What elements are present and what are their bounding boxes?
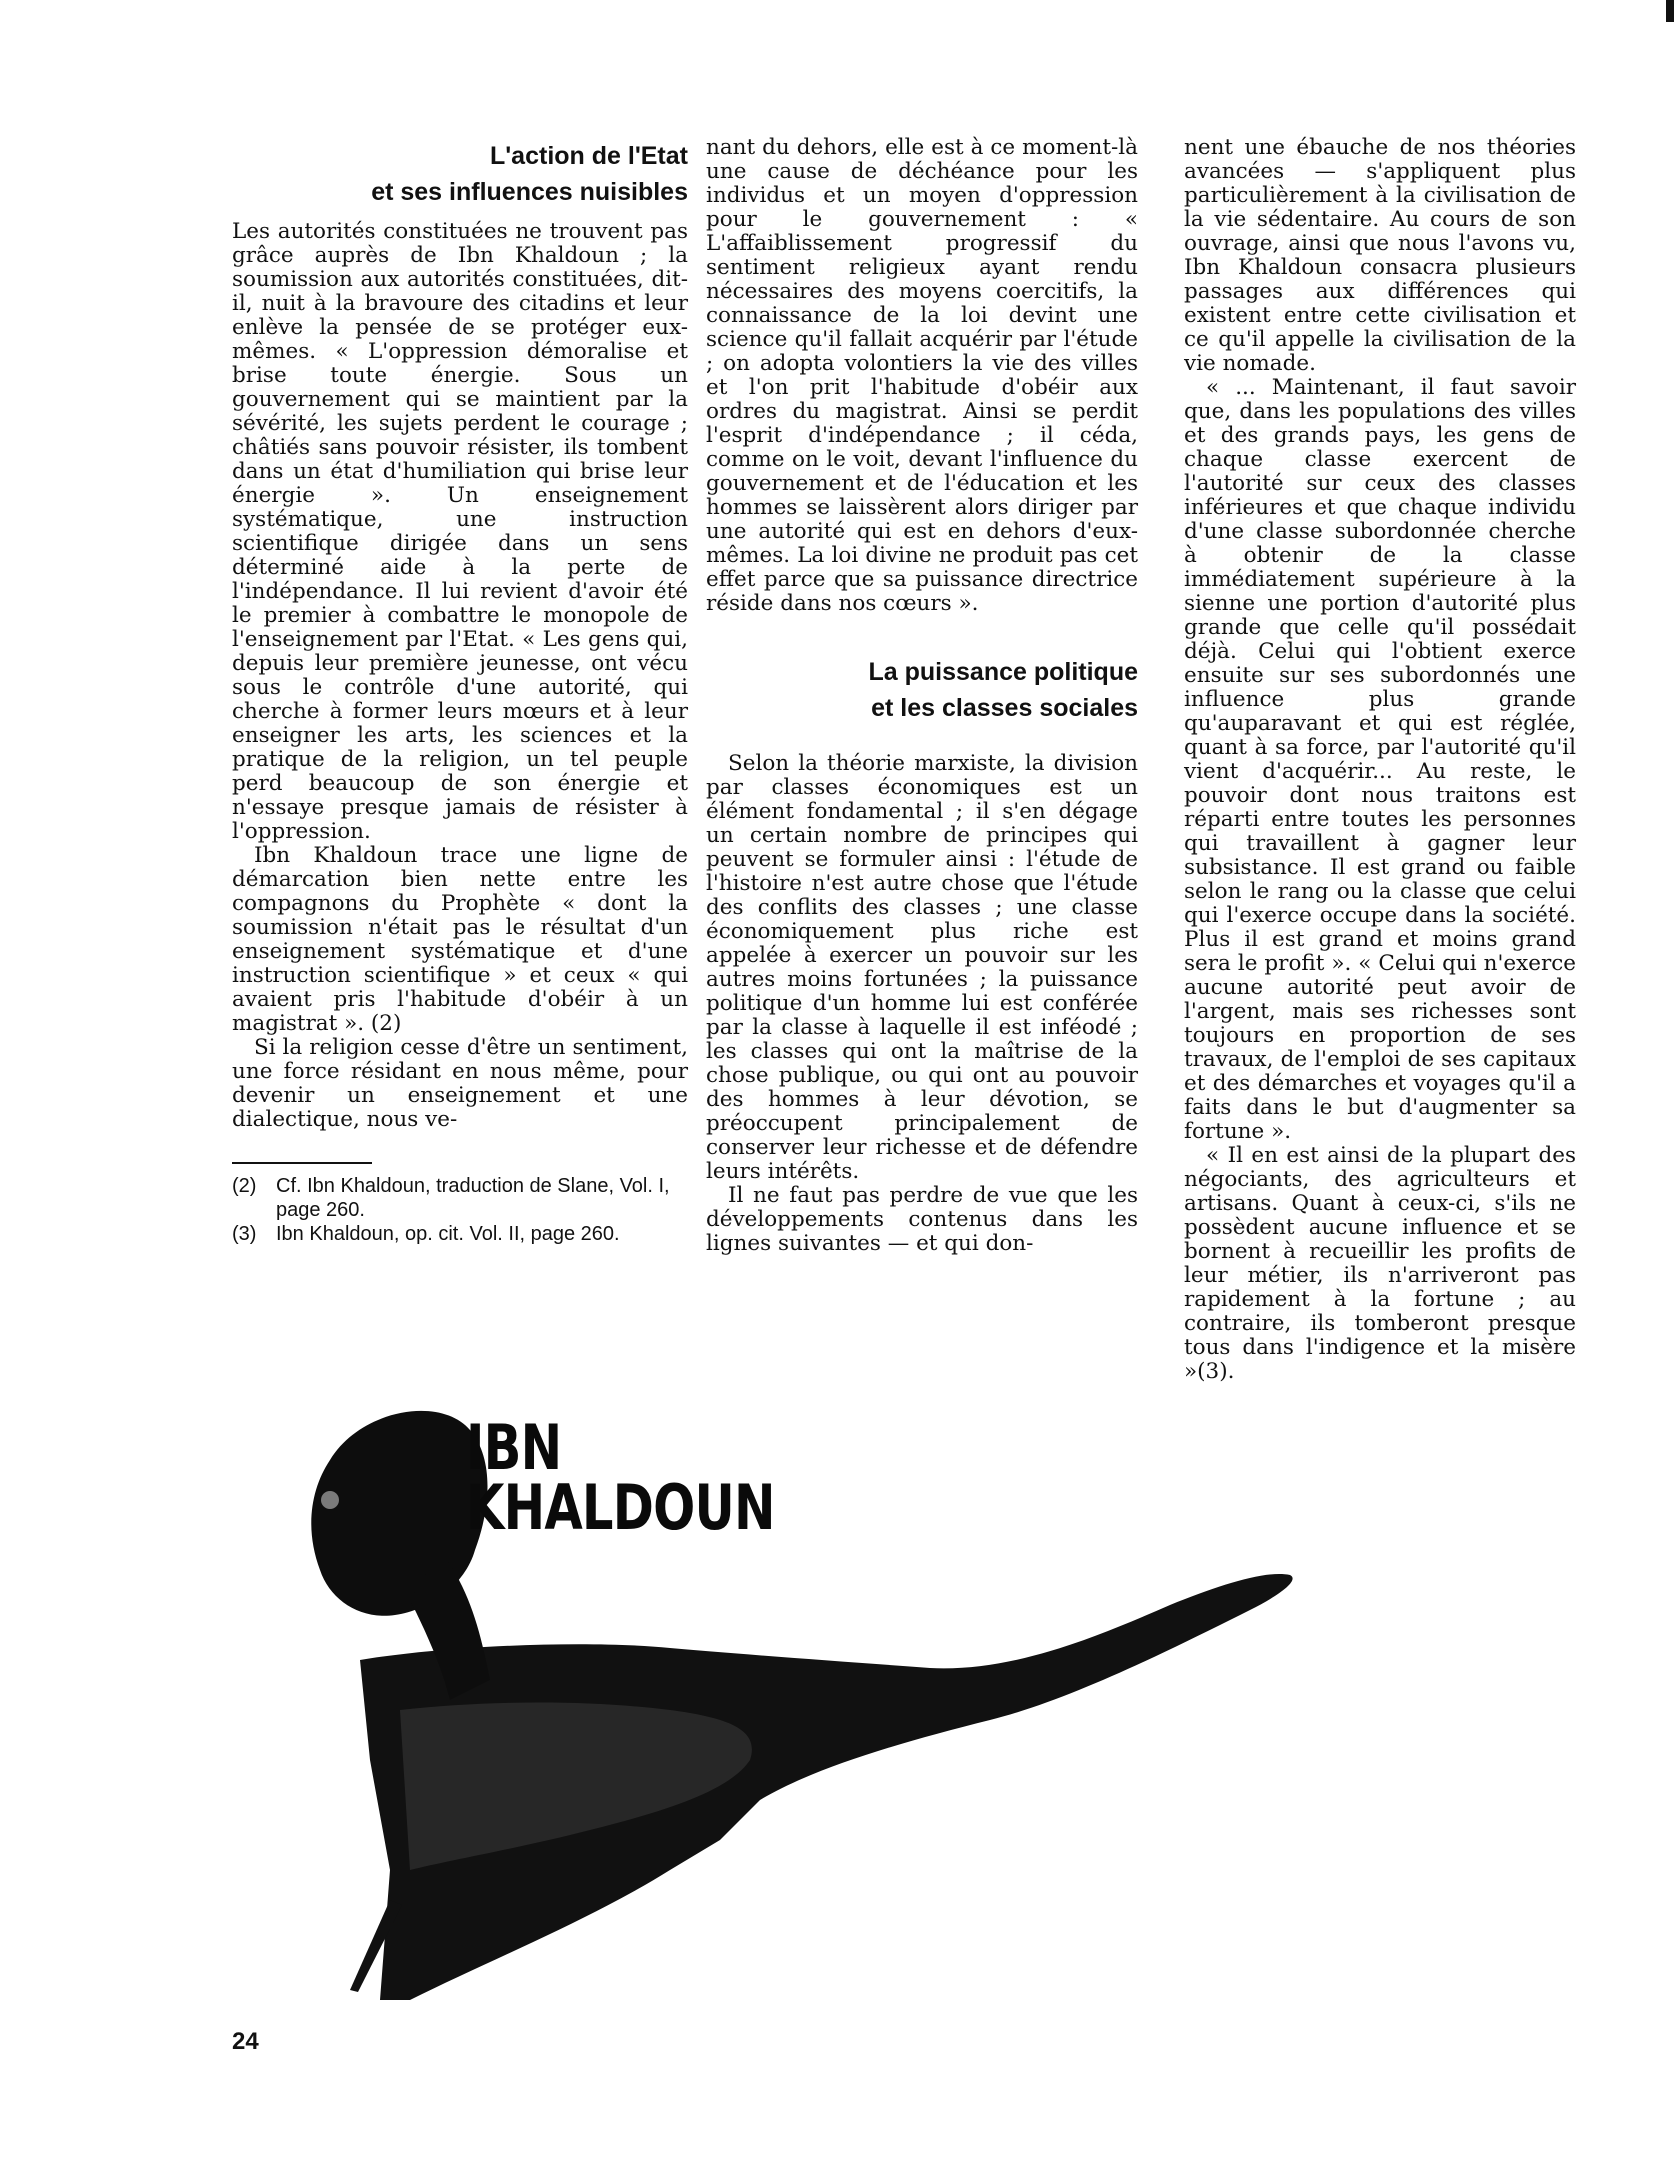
- footnote-number: (2): [232, 1175, 257, 1197]
- section-heading-1: [232, 138, 688, 210]
- paragraph: Ibn Khaldoun trace une ligne de démarcation bien nette entre les compagnons du Prophète « dont la soumission n'était pas le résultat d'un enseignement systématique et d'une instruction scientifique » et ceux « qui avaient pris l'habitude d'obéir à un magistrat ». (2): [232, 843, 688, 1036]
- section-heading-2: [706, 654, 1138, 726]
- footnote-divider: [232, 1162, 372, 1164]
- paragraph: « Il en est ainsi de la plupart des négociants, des agriculteurs et artisans. Quant à ceux-ci, s'ils ne possèdent aucune influence et se bornent à recueillir les profits de leur métier, ils n'arriveront pas rapidement à la fortune ; au contraire, ils tomberont presque tous dans l'indigence et la misère »(3).: [1184, 1143, 1576, 1384]
- title-line: KHALDOUN: [466, 1471, 775, 1544]
- page-number: 24: [232, 2028, 259, 2055]
- footnote: [232, 1222, 688, 1246]
- turban-head-silhouette-icon: [290, 1400, 1350, 2020]
- footnote-text: Cf. Ibn Khaldoun, traduction de Slane, Vol. I, page 260.: [276, 1175, 670, 1221]
- heading-line: et ses influences nuisibles: [371, 178, 688, 206]
- heading-line: La puissance politique: [868, 658, 1138, 686]
- article-title: [466, 1411, 775, 1544]
- silhouette-eye: [321, 1491, 339, 1509]
- heading-line: et les classes sociales: [871, 694, 1138, 722]
- paragraph: Si la religion cesse d'être un sentiment, une force résidant en nous même, pour devenir un enseignement et une dialectique, nous ve-: [232, 1035, 688, 1132]
- footnote-text: Ibn Khaldoun, op. cit. Vol. II, page 260.: [276, 1223, 620, 1245]
- column-3: [1184, 136, 1576, 1384]
- paragraph: « ... Maintenant, il faut savoir que, dans les populations des villes et des grands pays, les gens de chaque classe exercent de l'autorité sur ceux des classes inférieures et que chaque individu d'une classe subordonnée cherche à obtenir de la classe immédiatement supérieure à la sienne une portion d'autorité plus grande que celle qu'il possédait déjà. Celui qui l'obtient exerce ensuite sur ses subordonnés une influence plus grande qu'auparavant et qui est réglée, quant à sa force, par l'autorité qu'il vient d'acquérir... Au reste, le pouvoir dont nous traitons est réparti entre toutes les personnes qui travaillent à gagner leur subsistance. Il est grand ou faible selon le rang ou la classe que celui qui l'exerce occupe dans la société. Plus il est grand et moins grand sera le profit ». « Celui qui n'exerce aucune autorité peut avoir de l'argent, mais ses richesses sont toujours en proportion de ses travaux, de l'emploi de ses capitaux et des démarches et voyages qu'il a faits dans le but d'augmenter sa fortune ».: [1184, 375, 1576, 1144]
- footnote: [232, 1174, 688, 1222]
- paragraph: Les autorités constituées ne trouvent pas grâce auprès de Ibn Khaldoun ; la soumission aux autorités constituées, dit-il, nuit à la bravoure des citadins et leur enlève la pensée de se protéger eux-mêmes. « L'oppression démoralise et brise toute énergie. Sous un gouvernement qui se maintient par la sévérité, les sujets perdent le courage ; châtiés sans pouvoir résister, ils tombent dans un état d'humiliation qui brise leur énergie ». Un enseignement systématique, une instruction scientifique dirigée dans un sens déterminé aide à la perte de l'indépendance. Il lui revient d'avoir été le premier à combattre le monopole de l'enseignement par l'Etat. « Les gens qui, depuis leur première jeunesse, ont vécu sous le contrôle d'une autorité, qui cherche à former leurs mœurs et à leur enseigner les arts, les sciences et la pratique de la religion, un tel peuple perd beaucoup de son énergie et n'essaye presque jamais de résister à l'oppression.: [232, 219, 688, 844]
- column-1: [232, 132, 688, 1246]
- footnote-number: (3): [232, 1223, 257, 1245]
- paragraph: nant du dehors, elle est à ce moment-là une cause de déchéance pour les individus et un moyen d'oppression pour le gouvernement : « L'affaiblissement progressif du sentiment religieux ayant rendu nécessaires des moyens coercitifs, la connaissance de la loi devint une science qu'il fallait acquérir par l'étude ; on adopta volontiers la vie des villes et l'on prit l'habitude d'obéir aux ordres du magistrat. Ainsi se perdit l'esprit d'indépendance ; il céda, comme on le voit, devant l'influence du gouvernement et de l'éducation et les hommes se laissèrent alors diriger par une autorité qui est en dehors d'eux-mêmes. La loi divine ne produit pas cet effet parce que sa puissance directrice réside dans nos cœurs ».: [706, 135, 1138, 616]
- paragraph: Selon la théorie marxiste, la division par classes économiques est un élément fondamental ; il s'en dégage un certain nombre de principes qui peuvent se formuler ainsi : l'étude de l'histoire n'est autre chose que l'étude des conflits des classes ; une classe économiquement plus riche est appelée à exercer un pouvoir sur les autres moins fortunées ; la puissance politique d'un homme lui est conférée par la classe à laquelle il est inféodé ; les classes qui ont la maîtrise de la chose publique, ou qui ont au pouvoir des hommes à leur dévotion, se préoccupent principalement de conserver leur richesse et de défendre leurs intérêts.: [706, 751, 1138, 1184]
- heading-line: L'action de l'Etat: [489, 142, 688, 170]
- paragraph: nent une ébauche de nos théories avancées — s'appliquent plus particulièrement à la civilisation de la vie sédentaire. Au cours de son ouvrage, ainsi que nous l'avons vu, Ibn Khaldoun consacra plusieurs passages aux différences qui existent entre cette civilisation et ce qu'il appelle la civilisation de la vie nomade.: [1184, 135, 1576, 376]
- column-2: [706, 136, 1138, 1256]
- paragraph: Il ne faut pas perdre de vue que les développements contenus dans les lignes suivantes — et qui don-: [706, 1183, 1138, 1256]
- corner-scan-mark: [1666, 0, 1674, 22]
- title-line: IBN: [466, 1411, 562, 1484]
